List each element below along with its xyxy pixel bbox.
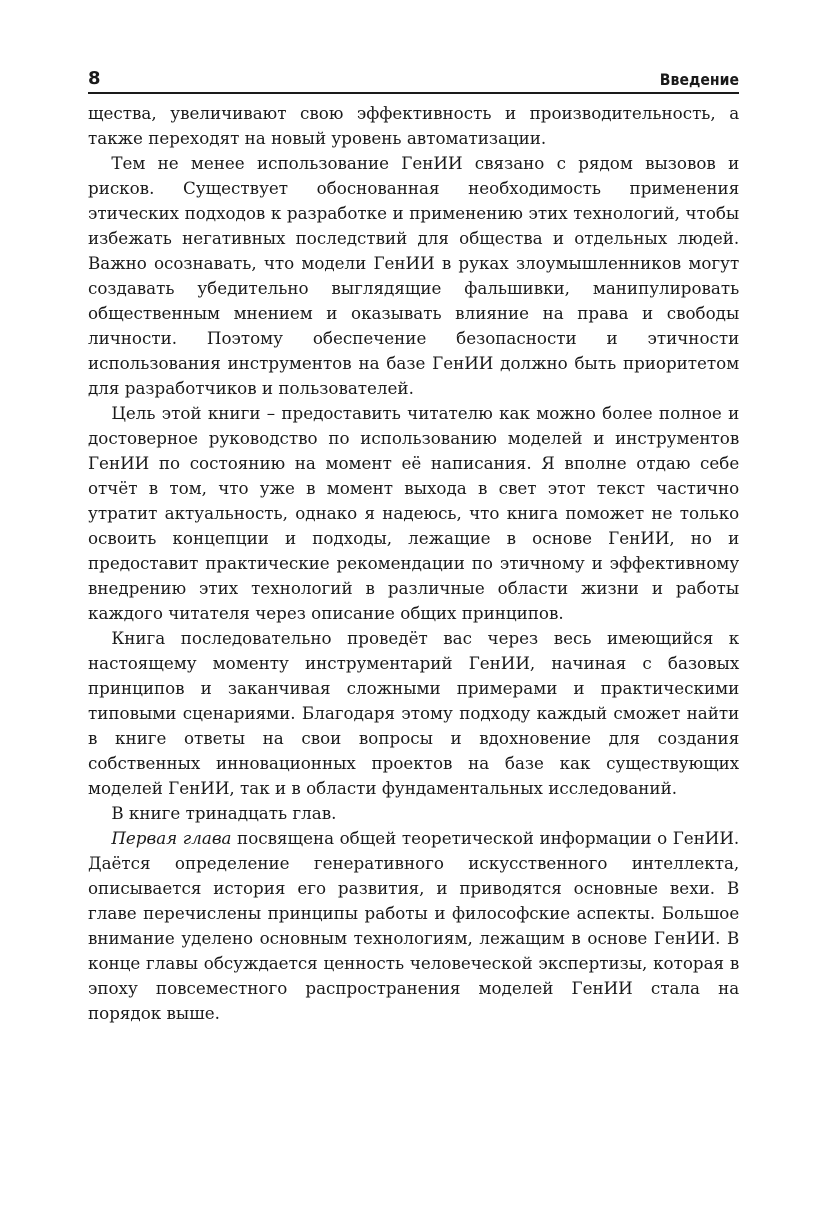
- paragraph-risks: Тем не менее использование ГенИИ связано с рядом вызовов и рисков. Существует обоснованная необходимость применения этических подходов к разработке и применению этих технологий, чтобы избежать негативных последствий для общества и отдельных людей. Важно осознавать, что модели ГенИИ в руках злоумышленников могут создавать убедительно выглядящие фальшивки, манипулировать общественным мнением и оказывать влияние на права и свободы личности. Поэтому обеспечение безопасности и этичности использования инструментов на базе ГенИИ должно быть приоритетом для разработчиков и пользователей.: [88, 154, 740, 399]
- paragraph-first-chapter: [88, 827, 739, 1027]
- section-title: Введение: [659, 70, 739, 89]
- running-head: [88, 62, 739, 94]
- paragraph-chapter-count: В книге тринадцать глав.: [111, 804, 337, 824]
- first-chapter-emphasis: Первая глава: [111, 829, 232, 849]
- book-page: [88, 62, 739, 1027]
- page-number: 8: [88, 68, 101, 89]
- body-text: [88, 102, 739, 1027]
- paragraph-book-structure: Книга последовательно проведёт вас через весь имеющийся к настоящему моменту инструментарий ГенИИ, начиная с базовых принципов и заканчивая сложными примерами и практическими типовыми сценариями. Благодаря этому подходу каждый сможет найти в книге ответы на свои вопросы и вдохновение для создания собственных инновационных проектов на базе как существующих моделей ГенИИ, так и в области фундаментальных исследований.: [88, 629, 740, 799]
- paragraph-continuation: щества, увеличивают свою эффективность и производительность, а также переходят на новый уровень автоматизации.: [88, 104, 740, 149]
- first-chapter-description: посвящена общей теоретической информации о ГенИИ. Даётся определение генеративного искусственного интеллекта, описывается история его развития, и приводятся основные вехи. В главе перечислены принципы работы и философские аспекты. Большое внимание уделено основным технологиям, лежащим в основе ГенИИ. В конце главы обсуждается ценность человеческой экспертизы, которая в эпоху повсеместного распространения моделей ГенИИ стала на порядок выше.: [88, 829, 740, 1024]
- paragraph-book-goal: Цель этой книги – предоставить читателю как можно более полное и достоверное руководство по использованию моделей и инструментов ГенИИ по состоянию на момент её написания. Я вполне отдаю себе отчёт в том, что уже в момент выхода в свет этот текст частично утратит актуальность, однако я надеюсь, что книга поможет не только освоить концепции и подходы, лежащие в основе ГенИИ, но и предоставит практические рекомендации по этичному и эффективному внедрению этих технологий в различные области жизни и работы каждого читателя через описание общих принципов.: [88, 404, 740, 624]
